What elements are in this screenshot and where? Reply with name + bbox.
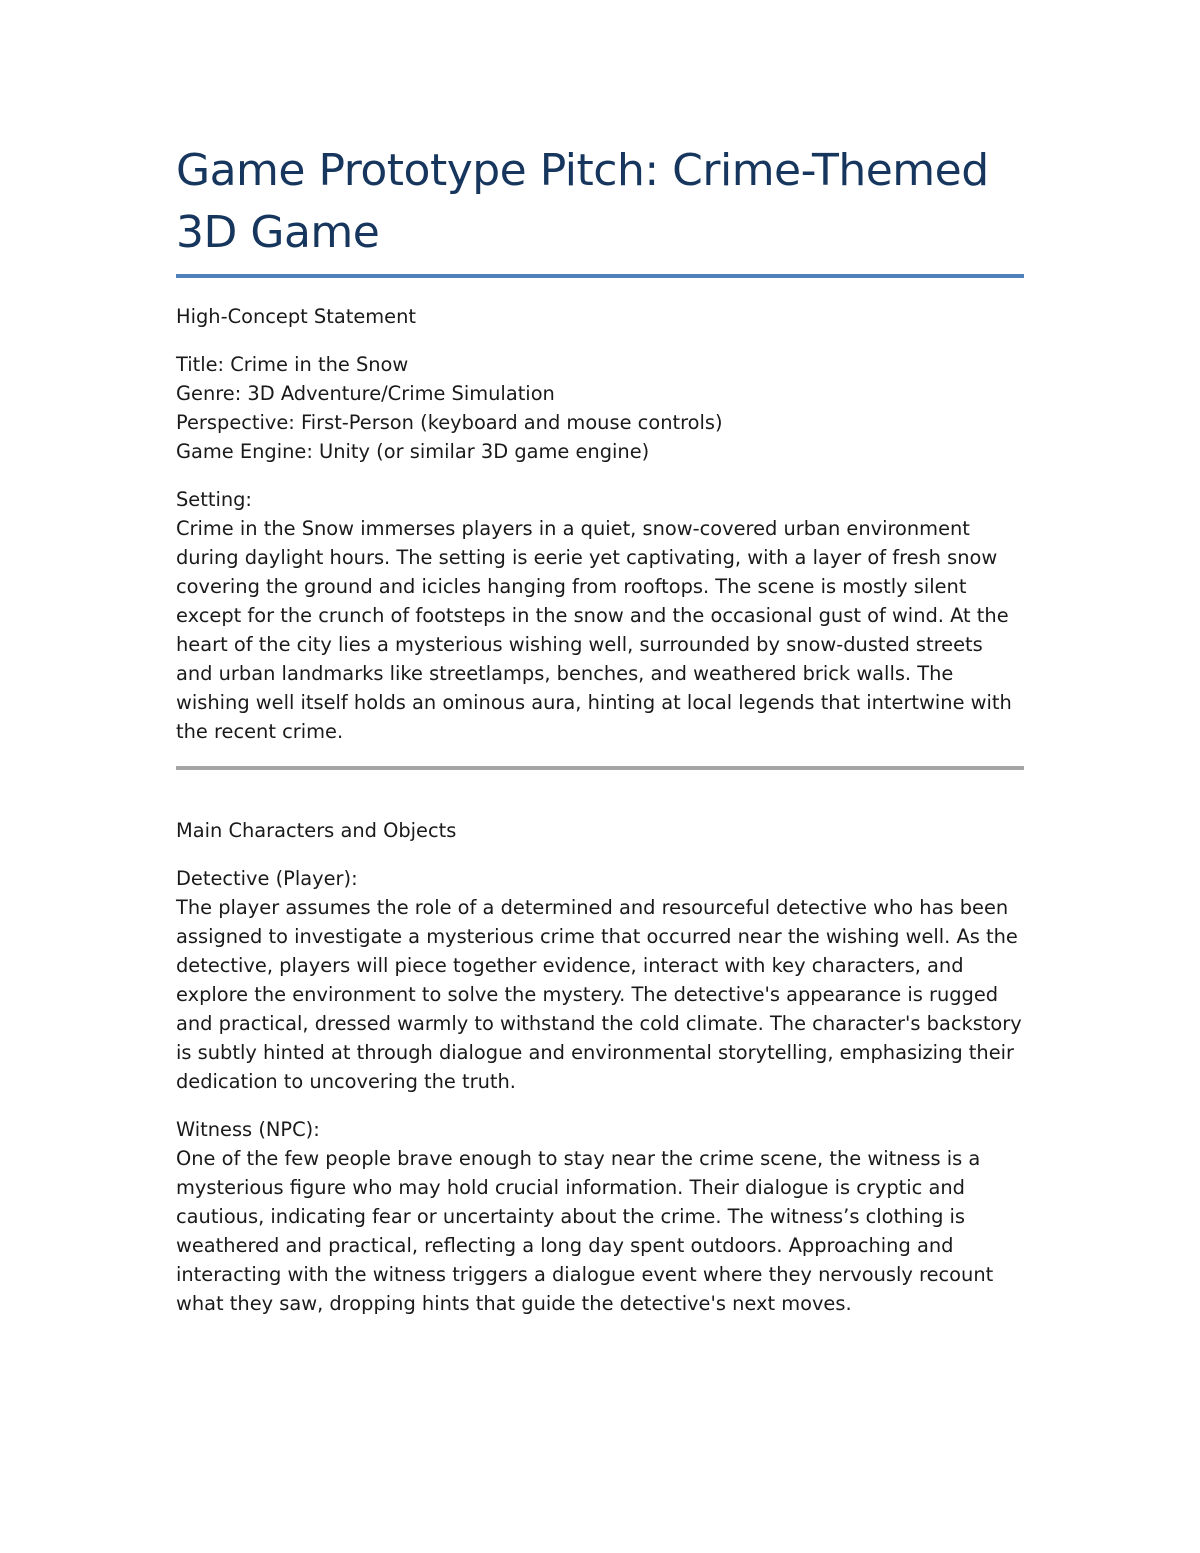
document-title: Game Prototype Pitch: Crime-Themed 3D Game xyxy=(176,145,989,258)
setting-label: Setting: xyxy=(176,488,252,511)
section-divider xyxy=(176,766,1024,770)
section-heading-high-concept: High-Concept Statement xyxy=(176,305,416,328)
setting-paragraph: Crime in the Snow immerses players in a quiet, snow-covered urban environment during daylight hours. The setting is eerie yet captivating, with a layer of fresh snow covering the ground and icicles hanging from rooftops. The scene is mostly silent except for the crunch of footsteps in the snow and the occasional gust of wind. At the heart of the city lies a mysterious wishing well, surrounded by snow-dusted streets and urban landmarks like streetlamps, benches, and weathered brick walls. The wishing well itself holds an ominous aura, hinting at local legends that intertwine with the recent crime. xyxy=(176,517,1012,743)
detective-paragraph: The player assumes the role of a determined and resourceful detective who has been assigned to investigate a mysterious crime that occurred near the wishing well. As the detective, players will piece together evidence, interact with key characters, and explore the environment to solve the mystery. The detective's appearance is rugged and practical, dressed warmly to withstand the cold climate. The character's backstory is subtly hinted at through dialogue and environmental storytelling, emphasizing their dedication to uncovering the truth. xyxy=(176,896,1022,1093)
detective-label: Detective (Player): xyxy=(176,867,358,890)
game-meta-block xyxy=(176,350,1024,466)
meta-engine-line: Game Engine: Unity (or similar 3D game engine) xyxy=(176,440,650,463)
detective-block xyxy=(176,864,1024,1096)
witness-paragraph: One of the few people brave enough to stay near the crime scene, the witness is a mysterious figure who may hold crucial information. Their dialogue is cryptic and cautious, indicating fear or uncertainty about the crime. The witness’s clothing is weathered and practical, reflecting a long day spent outdoors. Approaching and interacting with the witness triggers a dialogue event where they nervously recount what they saw, dropping hints that guide the detective's next moves. xyxy=(176,1147,994,1315)
title-divider xyxy=(176,274,1024,278)
document-page xyxy=(176,140,1024,1318)
meta-perspective-line: Perspective: First-Person (keyboard and mouse controls) xyxy=(176,411,723,434)
section-heading-characters: Main Characters and Objects xyxy=(176,819,457,842)
meta-title-line: Title: Crime in the Snow xyxy=(176,353,409,376)
setting-block xyxy=(176,485,1024,746)
witness-block xyxy=(176,1115,1024,1318)
meta-genre-line: Genre: 3D Adventure/Crime Simulation xyxy=(176,382,555,405)
witness-label: Witness (NPC): xyxy=(176,1118,320,1141)
